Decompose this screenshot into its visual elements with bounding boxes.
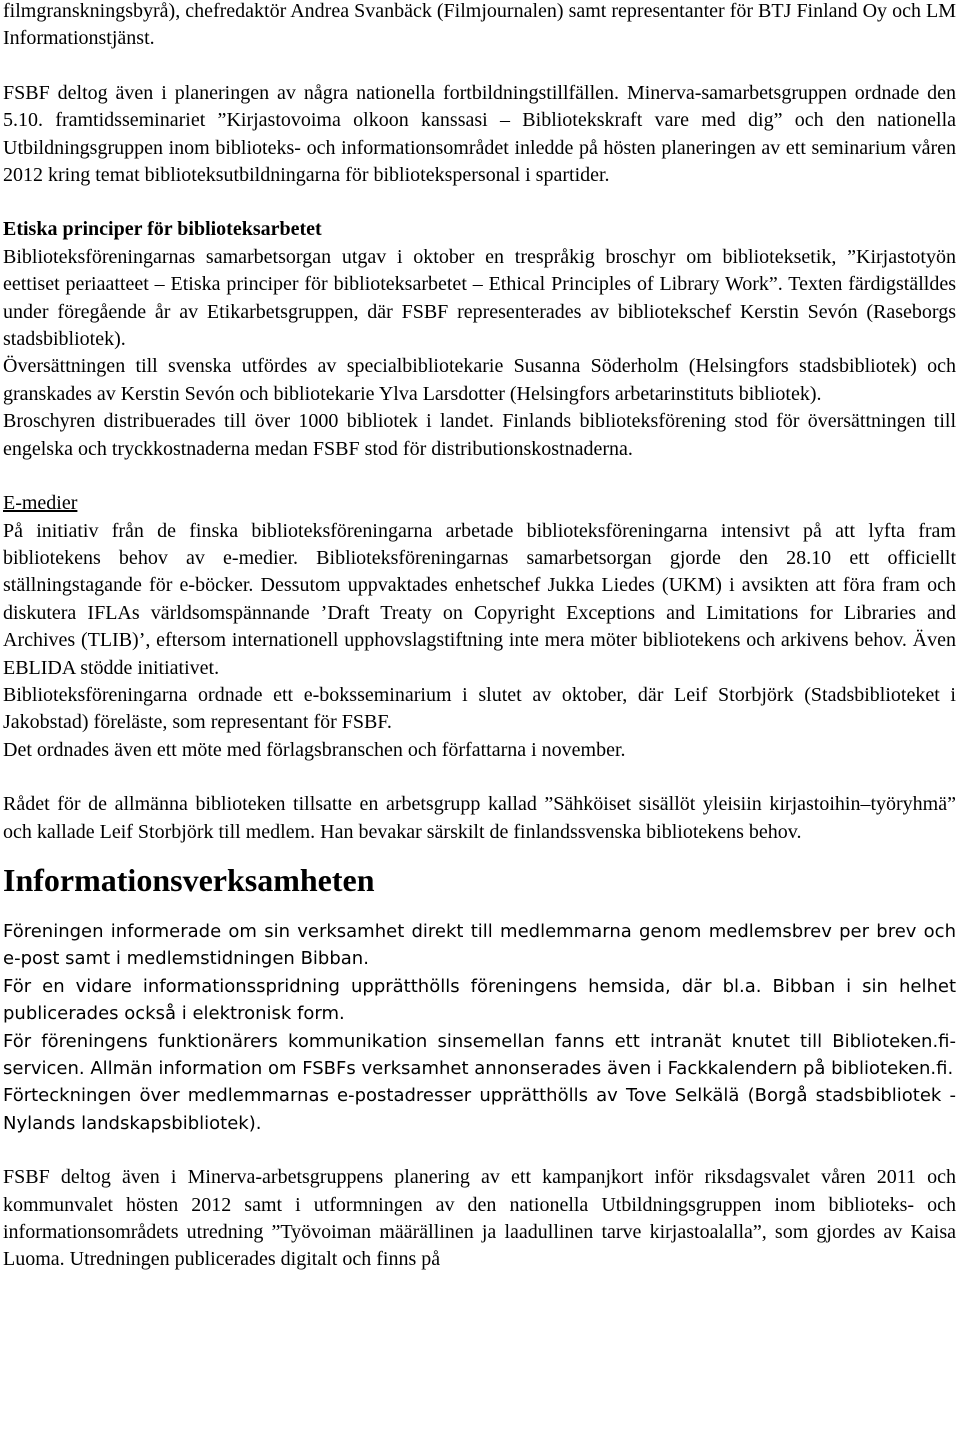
paragraph-gap — [3, 846, 956, 856]
paragraph-gap — [3, 764, 956, 791]
page-heading-information: Informationsverksamheten — [3, 861, 375, 898]
intro-paragraph-1: filmgranskningsbyrå), chefredaktör Andrea Svanbäck (Filmjournalen) samt representanter för BTJ Finland Oy och LM Informationstjänst. — [3, 0, 956, 50]
info-paragraph-3: För föreningens funktionärers kommunikation sinsemellan fanns ett intranät knutet till Biblioteken.fi-servicen. Allmän information om FSBFs verksamhet annonserades även i Fackkalendern på biblioteken.fi. — [3, 1030, 956, 1079]
info-paragraph-5: FSBF deltog även i Minerva-arbetsgruppens planering av ett kampanjkort inför riksdagsvalet våren 2011 och kommunvalet hösten 2012 samt i utformningen av den nationella Utbildningsgruppen inom biblioteks- och informationsområdets utredning ”Työvoiman määrällinen ja laadullinen tarve kirjastoalalla”, som gjordes av Kaisa Luoma. Utredningen publicerades digitalt och finns på — [3, 1166, 956, 1271]
paragraph-gap — [3, 189, 956, 216]
paragraph-gap — [3, 1137, 956, 1164]
ethics-paragraph-2: Översättningen till svenska utfördes av specialbibliotekarie Susanna Söderholm (Helsingfors stadsbibliotek) och granskades av Kerstin Sevón och bibliotekarie Ylva Larsdotter (Helsingfors arbetarinstituts bibliotek). — [3, 355, 956, 405]
ethics-paragraph-3: Broschyren distribuerades till över 1000 bibliotek i landet. Finlands biblioteksförening stod för översättningen till engelska och tryckkostnaderna medan FSBF stod för distributionskostnaderna. — [3, 410, 956, 460]
emedia-paragraph-4: Rådet för de allmänna biblioteken tillsatte en arbetsgrupp kallad ”Sähköiset sisällöt yleisiin kirjastoihin–työryhmä” och kallade Leif Storbjörk till medlem. Han bevakar särskilt de finlandssvenska bibliotekens behov. — [3, 793, 956, 843]
emedia-paragraph-1: På initiativ från de finska biblioteksföreningarna arbetade biblioteksföreningarna intensivt på att lyfta fram bibliotekens behov av e-medier. Biblioteksföreningarnas samarbetsorgan gjorde den 28.10 ett officiellt ställningstagande för e-böcker. Dessutom uppvaktades enhetschef Jukka Liedes (UKM) i avsikten att föra fram och diskutera IFLAs världsomspännande ’Draft Treaty on Copyright Exceptions and Limitations for Libraries and Archives (TLIB)’, eftersom internationell upphovslagstiftning inte mera möter bibliotekens och arkivens behov. Även EBLIDA stödde initiativet. — [3, 519, 956, 679]
paragraph-gap — [3, 53, 956, 80]
ethics-paragraph-1: Biblioteksföreningarnas samarbetsorgan utgav i oktober en trespråkig broschyr om biblioteksetik, ”Kirjastotyön eettiset periaatteet – Etiska principer för biblioteksarbetet – Ethical Principles of Library Work”. Texten färdigställdes under föregående år av Etikarbetsgruppen, där FSBF representerades av bibliotekschef Kerstin Sevón (Raseborgs stadsbibliotek). — [3, 245, 956, 351]
section-title-emedia: E-medier — [3, 492, 78, 515]
intro-paragraph-2: FSBF deltog även i planeringen av några nationella fortbildningstillfällen. Minerva-samarbetsgruppen ordnade den 5.10. framtidsseminariet ”Kirjastovoima olkoon kanssasi – Bibliotekskraft vare med dig” och den nationella Utbildningsgruppen inom biblioteks- och informationsområdet inledde på hösten planeringen av ett seminarium våren 2012 kring temat biblioteksutbildningarna för bibliotekspersonal i spartider. — [3, 81, 956, 187]
paragraph-gap — [3, 463, 956, 490]
section-title-ethics: Etiska principer för biblioteksarbetet — [3, 218, 322, 241]
document-page — [3, 0, 956, 1274]
info-paragraph-1: Föreningen informerade om sin verksamhet direkt till medlemmarna genom medlemsbrev per brev och e-post samt i medlemstidningen Bibban. — [3, 920, 956, 970]
info-paragraph-4: Förteckningen över medlemmarnas e-postadresser upprätthölls av Tove Selkälä (Borgå stadsbibliotek - Nylands landskapsbibliotek). — [3, 1085, 956, 1134]
info-paragraph-2: För en vidare informationsspridning upprätthölls föreningens hemsida, där bl.a. Bibban i sin helhet publicerades också i elektronisk form. — [3, 975, 956, 1025]
emedia-paragraph-2: Biblioteksföreningarna ordnade ett e-boksseminarium i slutet av oktober, där Leif Storbjörk (Stadsbiblioteket i Jakobstad) föreläste, som representant för FSBF. — [3, 683, 956, 734]
emedia-paragraph-3: Det ordnades även ett möte med förlagsbranschen och författarna i november. — [3, 738, 626, 761]
